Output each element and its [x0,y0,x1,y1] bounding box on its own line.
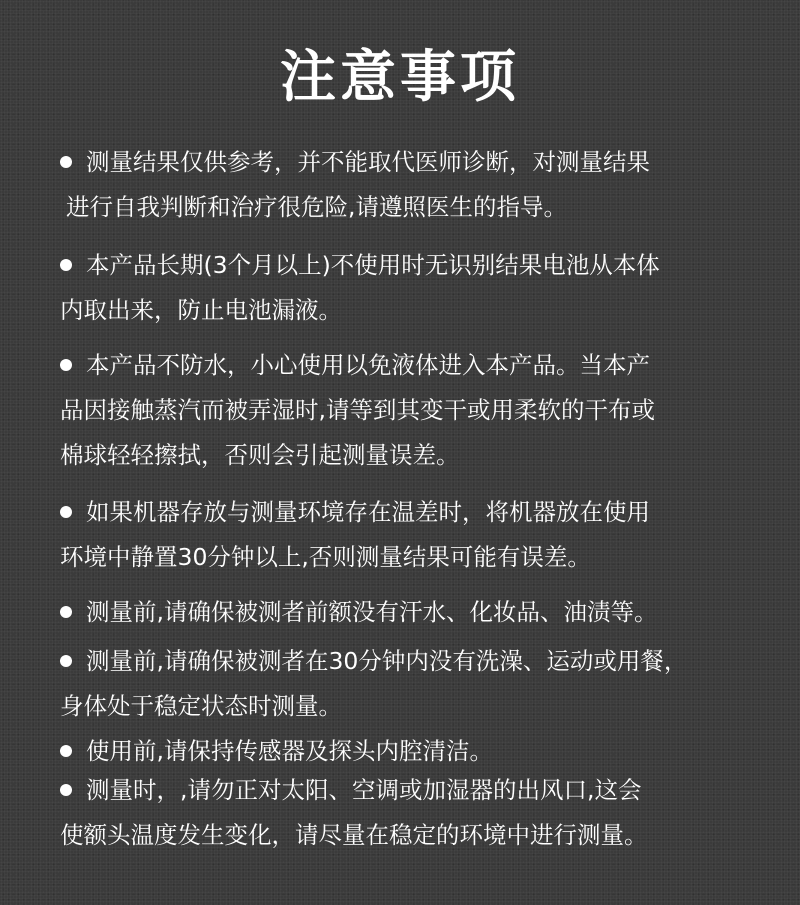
note-line: 本产品长期(3个月以上)不使用时无识别结果电池从本体 [86,251,660,279]
note-line: 本产品不防水，小心使用以免液体进入本产品。当本产 [86,351,650,379]
note-line: 使用前,请保持传感器及探头内腔清洁。 [86,737,493,765]
note-item [60,768,760,858]
note-line: 如果机器存放与测量环境存在温差时，将机器放在使用 [86,498,650,526]
notes-list [60,140,760,858]
bullet-dot-icon [60,359,72,371]
note-line: 身体处于稳定状态时测量。 [60,692,342,720]
bullet-dot-icon [60,606,72,618]
note-line: 进行自我判断和治疗很危险,请遵照医生的指导。 [66,193,567,221]
note-item [60,639,760,729]
bullet-dot-icon [60,655,72,667]
bullet-dot-icon [60,784,72,796]
bullet-dot-icon [60,745,72,757]
note-line: 测量前,请确保被测者前额没有汗水、化妆品、油渍等。 [86,598,658,626]
note-item [60,590,760,635]
note-item [60,490,760,580]
note-line: 测量时，,请勿正对太阳、空调或加湿器的出风口,这会 [86,776,642,804]
note-item [60,243,760,333]
bullet-dot-icon [60,259,72,271]
bullet-dot-icon [60,156,72,168]
note-line: 环境中静置30分钟以上,否则测量结果可能有误差。 [60,543,591,571]
note-line: 测量前,请确保被测者在30分钟内没有洗澡、运动或用餐， [86,647,688,675]
note-line: 测量结果仅供参考，并不能取代医师诊断，对测量结果 [86,148,650,176]
note-line: 棉球轻轻擦拭，否则会引起测量误差。 [60,441,460,469]
bullet-dot-icon [60,506,72,518]
note-item [60,140,760,230]
note-line: 内取出来，防止电池漏液。 [60,296,342,324]
note-line: 品因接触蒸汽而被弄湿时,请等到其变干或用柔软的干布或 [60,396,655,424]
note-line: 使额头温度发生变化，请尽量在稳定的环境中进行测量。 [60,821,648,849]
note-item [60,343,760,478]
page-title: 注意事项 [280,45,520,110]
